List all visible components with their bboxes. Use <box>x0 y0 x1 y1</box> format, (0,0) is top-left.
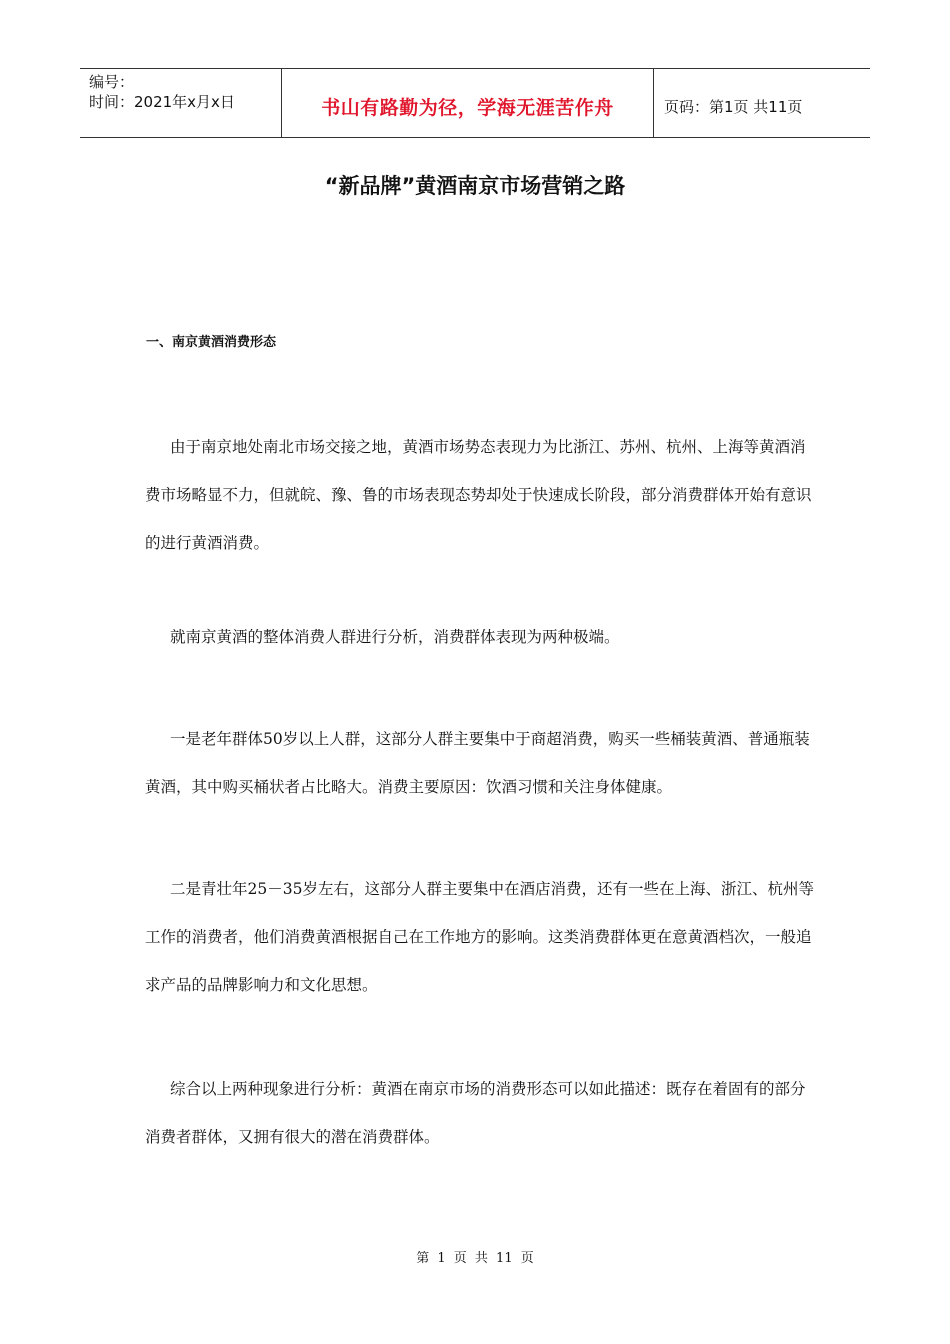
serial-number-label: 编号： <box>89 73 135 91</box>
header-motto: 书山有路勤为径，学海无涯苦作舟 <box>321 96 614 119</box>
paragraph: 就南京黄酒的整体消费人群进行分析，消费群体表现为两种极端。 <box>170 628 620 646</box>
paragraph: 一是老年群体50岁以上人群，这部分人群主要集中于商超消费，购买一些桶装黄酒、普通瓶装黄酒，其中购买桶状者占比略大。消费主要原因：饮酒习惯和关注身体健康。 <box>145 730 810 796</box>
paragraph: 综合以上两种现象进行分析：黄酒在南京市场的消费形态可以如此描述：既存在着固有的部分消费者群体，又拥有很大的潜在消费群体。 <box>145 1080 806 1146</box>
paragraph: 二是青壮年25－35岁左右，这部分人群主要集中在酒店消费，还有一些在上海、浙江、杭州等工作的消费者，他们消费黄酒根据自己在工作地方的影响。这类消费群体更在意黄酒档次，一般追求产品的品牌影响力和文化思想。 <box>145 880 814 994</box>
paragraph: 由于南京地处南北市场交接之地，黄酒市场势态表现力为比浙江、苏州、杭州、上海等黄酒消费市场略显不力，但就皖、豫、鲁的市场表现态势却处于快速成长阶段，部分消费群体开始有意识的进行黄酒消费。 <box>145 438 812 552</box>
header-page-info-cell <box>654 69 870 137</box>
time-label: 时间：2021年x月x日 <box>89 93 235 111</box>
header-motto-cell <box>282 69 654 137</box>
header-page-info: 页码：第1页 共11页 <box>664 97 803 116</box>
section-heading: 一、南京黄酒消费形态 <box>146 335 277 350</box>
page-header <box>80 68 870 138</box>
document-title: “新品牌”黄酒南京市场营销之路 <box>324 174 626 198</box>
page-footer: 第 1 页 共 11 页 <box>416 1251 534 1266</box>
header-meta <box>80 69 282 137</box>
